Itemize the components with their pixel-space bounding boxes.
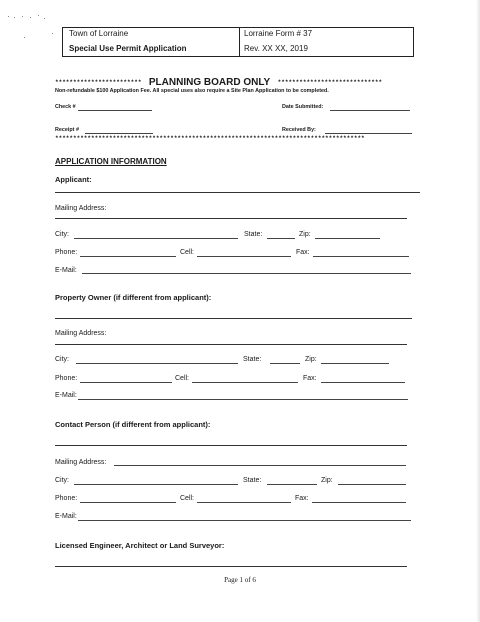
check-label: Check # xyxy=(55,104,76,110)
owner-zip-label: Zip: xyxy=(305,356,317,363)
contact-mailing-label: Mailing Address: xyxy=(55,459,107,466)
banner-title: PLANNING BOARD ONLY xyxy=(148,76,271,88)
owner-state-field[interactable] xyxy=(270,363,300,364)
page-number: Page 1 of 6 xyxy=(224,576,256,584)
contact-fax-field[interactable] xyxy=(312,502,406,503)
date-submitted-field[interactable] xyxy=(330,110,410,111)
contact-fax-label: Fax: xyxy=(295,495,309,502)
contact-name-field[interactable] xyxy=(55,445,407,446)
receipt-label: Receipt # xyxy=(55,127,79,133)
applicant-email-field[interactable] xyxy=(82,273,411,274)
banner-stars-right: ***************************** xyxy=(277,79,383,87)
applicant-name-field[interactable] xyxy=(55,192,420,193)
owner-cell-label: Cell: xyxy=(175,375,190,382)
check-field[interactable] xyxy=(78,110,152,111)
owner-zip-field[interactable] xyxy=(321,363,389,364)
applicant-zip-field[interactable] xyxy=(315,238,380,239)
owner-state-label: State: xyxy=(243,356,262,363)
applicant-cell-field[interactable] xyxy=(197,256,291,257)
scan-speck xyxy=(24,37,25,38)
divider-stars: ************************************************************************************** xyxy=(55,135,365,142)
applicant-fax-field[interactable] xyxy=(313,256,409,257)
contact-state-label: State: xyxy=(243,477,262,484)
owner-phone-label: Phone: xyxy=(55,375,78,382)
contact-zip-label: Zip: xyxy=(321,477,333,484)
fee-notice: Non-refundable $100 Application Fee. All special uses also require a Site Plan Application to be completed. xyxy=(55,88,329,94)
contact-state-field[interactable] xyxy=(267,484,317,485)
contact-mailing-field[interactable] xyxy=(114,465,406,466)
engineer-heading: Licensed Engineer, Architect or Land Surveyor: xyxy=(55,541,225,550)
owner-mailing-field[interactable] xyxy=(55,344,407,345)
form-header-box xyxy=(62,27,414,57)
form-number: Lorraine Form # 37 xyxy=(244,29,313,38)
applicant-phone-field[interactable] xyxy=(80,256,176,257)
owner-phone-field[interactable] xyxy=(80,382,172,383)
contact-cell-label: Cell: xyxy=(180,495,195,502)
contact-phone-field[interactable] xyxy=(80,502,176,503)
owner-city-field[interactable] xyxy=(76,363,238,364)
applicant-phone-label: Phone: xyxy=(55,249,78,256)
owner-email-field[interactable] xyxy=(78,399,408,400)
scan-speck xyxy=(52,33,53,34)
receipt-field[interactable] xyxy=(85,133,153,134)
form-title: Special Use Permit Application xyxy=(69,44,187,53)
scan-speck xyxy=(14,17,15,18)
header-divider xyxy=(239,28,240,56)
received-by-field[interactable] xyxy=(325,133,412,134)
applicant-zip-label: Zip: xyxy=(299,231,311,238)
contact-cell-field[interactable] xyxy=(197,502,291,503)
applicant-mailing-field[interactable] xyxy=(55,218,407,219)
town-name: Town of Lorraine xyxy=(69,29,129,38)
owner-name-field[interactable] xyxy=(55,318,412,319)
contact-city-field[interactable] xyxy=(74,484,238,485)
form-revision: Rev. XX XX, 2019 xyxy=(244,44,308,53)
owner-email-label: E-Mail: xyxy=(55,392,77,399)
planning-board-banner xyxy=(55,74,425,86)
applicant-state-label: State: xyxy=(244,231,263,238)
applicant-email-label: E-Mail: xyxy=(55,267,77,274)
applicant-state-field[interactable] xyxy=(267,238,295,239)
applicant-cell-label: Cell: xyxy=(180,249,195,256)
contact-email-label: E-Mail: xyxy=(55,513,77,520)
contact-city-label: City: xyxy=(55,477,69,484)
applicant-fax-label: Fax: xyxy=(296,249,310,256)
contact-email-field[interactable] xyxy=(78,520,411,521)
contact-phone-label: Phone: xyxy=(55,495,78,502)
banner-stars-left: ************************ xyxy=(55,79,142,87)
scan-speck xyxy=(38,15,39,16)
applicant-mailing-label: Mailing Address: xyxy=(55,205,107,212)
applicant-heading: Applicant: xyxy=(55,175,92,184)
owner-mailing-label: Mailing Address: xyxy=(55,330,107,337)
owner-heading: Property Owner (if different from applicant): xyxy=(55,293,212,302)
scan-speck xyxy=(44,18,45,19)
owner-fax-label: Fax: xyxy=(303,375,317,382)
scan-edge xyxy=(476,0,480,622)
owner-fax-field[interactable] xyxy=(321,382,405,383)
received-by-label: Received By: xyxy=(282,127,316,133)
owner-cell-field[interactable] xyxy=(192,382,298,383)
applicant-city-label: City: xyxy=(55,231,69,238)
scan-speck xyxy=(22,16,23,17)
scan-speck xyxy=(8,16,9,17)
date-submitted-label: Date Submitted: xyxy=(282,104,324,110)
scan-speck xyxy=(30,17,31,18)
engineer-name-field[interactable] xyxy=(55,566,407,567)
applicant-city-field[interactable] xyxy=(74,238,238,239)
owner-city-label: City: xyxy=(55,356,69,363)
section-title: APPLICATION INFORMATION xyxy=(55,157,167,166)
contact-heading: Contact Person (if different from applicant): xyxy=(55,420,211,429)
contact-zip-field[interactable] xyxy=(338,484,406,485)
